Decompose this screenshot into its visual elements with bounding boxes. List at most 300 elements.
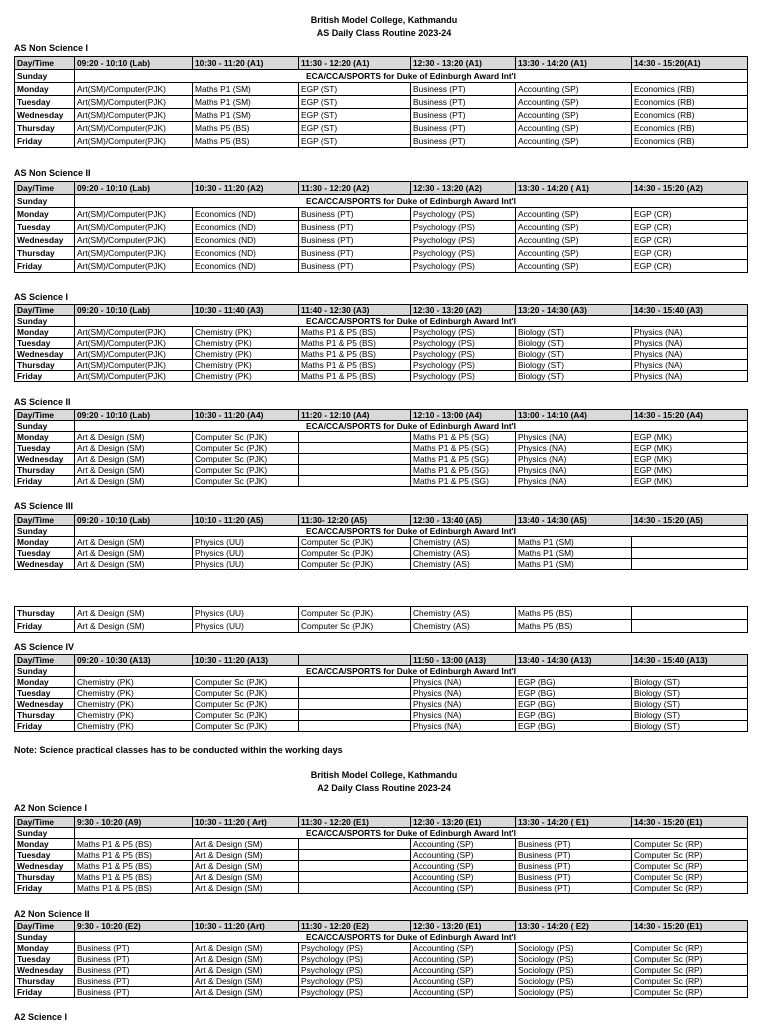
class-cell: Computer Sc (PJK) (193, 699, 299, 710)
class-cell: Biology (ST) (632, 721, 748, 732)
table-row (15, 260, 748, 273)
class-cell: Chemistry (PK) (75, 710, 193, 721)
day-cell: Monday (15, 432, 75, 443)
time-slot-header: 10:30 - 11:20 (A2) (193, 182, 299, 195)
day-cell: Tuesday (15, 548, 75, 559)
class-cell: Accounting (SP) (516, 122, 632, 135)
time-slot-header: 13:30 - 14:20 ( E2) (516, 921, 632, 932)
header-row (15, 57, 748, 70)
class-cell: Psychology (PS) (411, 338, 516, 349)
day-cell: Monday (15, 208, 75, 221)
table-row (15, 208, 748, 221)
day-cell: Monday (15, 677, 75, 688)
class-cell: Accounting (SP) (516, 135, 632, 148)
table-row (15, 537, 748, 548)
class-cell: EGP (BG) (516, 721, 632, 732)
time-slot-header: 10:30 - 11:20 (A4) (193, 410, 299, 421)
class-cell: Chemistry (PK) (193, 371, 299, 382)
class-cell: Maths P1 & P5 (SG) (411, 432, 516, 443)
day-cell: Sunday (15, 828, 75, 839)
time-slot-header: 12:30 - 13:40 (A5) (411, 515, 516, 526)
class-cell (299, 476, 411, 487)
class-cell: Biology (ST) (632, 699, 748, 710)
class-cell: Art & Design (SM) (193, 883, 299, 894)
class-cell: Chemistry (PK) (193, 338, 299, 349)
class-cell (299, 850, 411, 861)
class-cell: Computer Sc (RP) (632, 883, 748, 894)
class-cell: Accounting (SP) (516, 221, 632, 234)
table-row (15, 987, 748, 998)
class-cell: Economics (ND) (193, 208, 299, 221)
class-cell: Art(SM)/Computer(PJK) (75, 96, 193, 109)
class-cell: Accounting (SP) (516, 208, 632, 221)
table-row (15, 861, 748, 872)
class-cell: Accounting (SP) (516, 234, 632, 247)
class-cell: Business (PT) (75, 943, 193, 954)
class-cell: Art & Design (SM) (75, 537, 193, 548)
class-cell: Accounting (SP) (411, 839, 516, 850)
table-row (15, 932, 748, 943)
class-cell: Physics (NA) (632, 327, 748, 338)
class-cell: Art(SM)/Computer(PJK) (75, 208, 193, 221)
table-row (15, 872, 748, 883)
day-cell: Wednesday (15, 965, 75, 976)
class-cell: Business (PT) (299, 208, 411, 221)
class-cell: Psychology (PS) (411, 260, 516, 273)
routine-table-continued (14, 606, 748, 633)
class-cell: Art(SM)/Computer(PJK) (75, 135, 193, 148)
class-cell: Business (PT) (516, 872, 632, 883)
class-cell: Art & Design (SM) (193, 861, 299, 872)
class-cell: Biology (ST) (632, 677, 748, 688)
day-cell: Thursday (15, 465, 75, 476)
day-cell: Monday (15, 943, 75, 954)
class-cell: Physics (NA) (516, 432, 632, 443)
day-cell: Thursday (15, 247, 75, 260)
time-slot-header: 9:30 - 10:20 (E2) (75, 921, 193, 932)
time-slot-header: 14:30 - 15:20(A1) (632, 57, 748, 70)
class-cell: EGP (ST) (299, 83, 411, 96)
class-cell: Maths P1 & P5 (SG) (411, 454, 516, 465)
time-slot-header: 9:30 - 10:20 (A9) (75, 817, 193, 828)
time-slot-header: 09:20 - 10:10 (Lab) (75, 305, 193, 316)
routine-title: A2 Daily Class Routine 2023-24 (317, 783, 451, 793)
class-cell: Computer Sc (PJK) (193, 443, 299, 454)
day-cell: Friday (15, 260, 75, 273)
class-cell: Maths P1 & P5 (BS) (75, 861, 193, 872)
class-cell: Computer Sc (PJK) (299, 620, 411, 633)
class-cell: Chemistry (AS) (411, 559, 516, 570)
day-cell: Sunday (15, 666, 75, 677)
class-cell: Maths P1 & P5 (BS) (75, 883, 193, 894)
table-row (15, 688, 748, 699)
class-cell: Accounting (SP) (411, 861, 516, 872)
table-row (15, 454, 748, 465)
class-cell: Chemistry (PK) (193, 349, 299, 360)
table-row (15, 443, 748, 454)
class-cell: Economics (ND) (193, 260, 299, 273)
class-cell: Economics (RB) (632, 83, 748, 96)
class-cell: Sociology (PS) (516, 943, 632, 954)
day-cell: Wednesday (15, 349, 75, 360)
class-cell: Physics (NA) (632, 371, 748, 382)
time-slot-header: 13:30 - 14:20 ( A1) (516, 182, 632, 195)
class-cell: Physics (NA) (411, 699, 516, 710)
class-cell: Physics (NA) (632, 360, 748, 371)
class-cell: Business (PT) (75, 965, 193, 976)
header-row (15, 410, 748, 421)
class-cell (299, 883, 411, 894)
class-cell: Art & Design (SM) (75, 559, 193, 570)
class-cell: Business (PT) (516, 850, 632, 861)
class-cell: Economics (ND) (193, 234, 299, 247)
table-row (15, 721, 748, 732)
time-slot-header: 11:30 - 12:20 (A1) (299, 57, 411, 70)
class-cell: Art(SM)/Computer(PJK) (75, 349, 193, 360)
class-cell: EGP (CR) (632, 260, 748, 273)
class-cell: Computer Sc (PJK) (193, 710, 299, 721)
class-cell: Business (PT) (299, 221, 411, 234)
table-row (15, 976, 748, 987)
class-cell: Physics (UU) (193, 607, 299, 620)
time-slot-header: 11:20 - 12:10 (A4) (299, 410, 411, 421)
class-cell (299, 465, 411, 476)
class-cell: Psychology (PS) (411, 221, 516, 234)
class-cell: Chemistry (PK) (75, 699, 193, 710)
class-cell: Art & Design (SM) (193, 850, 299, 861)
class-cell: Physics (UU) (193, 548, 299, 559)
class-cell: Psychology (PS) (411, 247, 516, 260)
class-cell: Psychology (PS) (411, 327, 516, 338)
class-cell: Physics (UU) (193, 620, 299, 633)
class-cell: EGP (BG) (516, 710, 632, 721)
day-cell: Thursday (15, 872, 75, 883)
class-cell: EGP (ST) (299, 122, 411, 135)
class-cell: Physics (NA) (516, 443, 632, 454)
class-cell: Accounting (SP) (516, 247, 632, 260)
class-cell (299, 710, 411, 721)
class-cell: Computer Sc (PJK) (193, 432, 299, 443)
routine-title: AS Daily Class Routine 2023-24 (316, 28, 452, 38)
document-title (0, 769, 768, 795)
table-row (15, 421, 748, 432)
class-cell: Maths P1 (SM) (193, 96, 299, 109)
class-cell: Art(SM)/Computer(PJK) (75, 327, 193, 338)
time-slot-header: 11:30 - 12:20 (E1) (299, 817, 411, 828)
time-slot-header: 10:30 - 11:20 (Art) (193, 921, 299, 932)
day-cell: Friday (15, 620, 75, 633)
class-cell: Art(SM)/Computer(PJK) (75, 234, 193, 247)
table-row (15, 360, 748, 371)
table-row (15, 338, 748, 349)
day-cell: Thursday (15, 360, 75, 371)
table-row (15, 221, 748, 234)
day-cell: Sunday (15, 526, 75, 537)
class-cell: Physics (NA) (516, 465, 632, 476)
day-cell: Tuesday (15, 338, 75, 349)
table-row (15, 526, 748, 537)
class-cell: Accounting (SP) (516, 96, 632, 109)
class-cell: Accounting (SP) (516, 260, 632, 273)
time-slot-header: 09:20 - 10:10 (Lab) (75, 182, 193, 195)
class-cell: Accounting (SP) (411, 943, 516, 954)
class-cell: EGP (BG) (516, 699, 632, 710)
class-cell: Business (PT) (75, 987, 193, 998)
routine-table (14, 181, 748, 273)
time-slot-header: 13:20 - 14:30 (A3) (516, 305, 632, 316)
class-cell: Biology (ST) (516, 371, 632, 382)
section-title: AS Science III (14, 501, 74, 511)
class-cell (299, 443, 411, 454)
class-cell: Chemistry (AS) (411, 537, 516, 548)
college-name: British Model College, Kathmandu (310, 770, 458, 780)
class-cell: Maths P5 (BS) (516, 620, 632, 633)
table-row (15, 883, 748, 894)
time-slot-header: 10:30 - 11:20 ( Art) (193, 817, 299, 828)
time-slot-header: 14:30 - 15:40 (A13) (632, 655, 748, 666)
routine-table (14, 514, 748, 570)
table-row (15, 620, 748, 633)
table-row (15, 327, 748, 338)
class-cell: Computer Sc (PJK) (299, 548, 411, 559)
class-cell: Chemistry (PK) (193, 327, 299, 338)
table-row (15, 465, 748, 476)
time-slot-header: 14:30 - 15:20 (A2) (632, 182, 748, 195)
class-cell: Psychology (PS) (299, 943, 411, 954)
table-row (15, 839, 748, 850)
class-cell: Accounting (SP) (411, 987, 516, 998)
day-cell: Sunday (15, 421, 75, 432)
class-cell (299, 872, 411, 883)
time-slot-header: 12:30 - 13:20 (A2) (411, 305, 516, 316)
table-row (15, 666, 748, 677)
section-title: A2 Non Science I (14, 803, 88, 813)
day-cell: Tuesday (15, 96, 75, 109)
day-cell: Sunday (15, 70, 75, 83)
day-cell: Friday (15, 721, 75, 732)
class-cell: Physics (NA) (411, 721, 516, 732)
class-cell: Business (PT) (411, 96, 516, 109)
class-cell: Accounting (SP) (411, 965, 516, 976)
class-cell: Biology (ST) (632, 688, 748, 699)
day-cell: Tuesday (15, 221, 75, 234)
class-cell: EGP (CR) (632, 208, 748, 221)
class-cell (632, 607, 748, 620)
table-row (15, 710, 748, 721)
class-cell: Art & Design (SM) (193, 965, 299, 976)
class-cell: Computer Sc (RP) (632, 965, 748, 976)
table-row (15, 432, 748, 443)
class-cell: Art & Design (SM) (75, 465, 193, 476)
time-slot-header: 13:30 - 14:20 (A1) (516, 57, 632, 70)
eca-cell: ECA/CCA/SPORTS for Duke of Edinburgh Award Int'l (75, 195, 748, 208)
class-cell (299, 861, 411, 872)
time-slot-header: 14:30 - 15:20 (E1) (632, 817, 748, 828)
class-cell (632, 548, 748, 559)
day-cell: Monday (15, 537, 75, 548)
header-row (15, 305, 748, 316)
class-cell: Computer Sc (PJK) (193, 476, 299, 487)
class-cell (299, 432, 411, 443)
class-cell: Accounting (SP) (411, 850, 516, 861)
day-cell: Wednesday (15, 109, 75, 122)
table-row (15, 607, 748, 620)
class-cell: Psychology (PS) (411, 371, 516, 382)
class-cell: Maths P1 & P5 (BS) (75, 872, 193, 883)
class-cell: Biology (ST) (516, 327, 632, 338)
header-row (15, 515, 748, 526)
table-row (15, 850, 748, 861)
class-cell: Art(SM)/Computer(PJK) (75, 109, 193, 122)
time-slot-header: 14:30 - 15:40 (A3) (632, 305, 748, 316)
time-slot-header: 14:30 - 15:20 (A4) (632, 410, 748, 421)
day-time-header: Day/Time (15, 305, 75, 316)
class-cell: Art(SM)/Computer(PJK) (75, 371, 193, 382)
class-cell: Psychology (PS) (411, 349, 516, 360)
header-row (15, 817, 748, 828)
section-title: AS Non Science II (14, 168, 91, 178)
class-cell: Business (PT) (411, 135, 516, 148)
class-cell: Physics (NA) (516, 476, 632, 487)
class-cell (299, 688, 411, 699)
table-row (15, 70, 748, 83)
class-cell: Art(SM)/Computer(PJK) (75, 260, 193, 273)
class-cell: Computer Sc (PJK) (193, 454, 299, 465)
class-cell: Psychology (PS) (411, 208, 516, 221)
eca-cell: ECA/CCA/SPORTS for Duke of Edinburgh Award Int'l (75, 421, 748, 432)
class-cell: Art & Design (SM) (75, 620, 193, 633)
table-row (15, 247, 748, 260)
class-cell: Physics (NA) (516, 454, 632, 465)
class-cell: Maths P1 & P5 (SG) (411, 465, 516, 476)
header-row (15, 921, 748, 932)
class-cell: Computer Sc (RP) (632, 872, 748, 883)
class-cell: Business (PT) (75, 954, 193, 965)
day-time-header: Day/Time (15, 182, 75, 195)
table-row (15, 943, 748, 954)
table-row (15, 195, 748, 208)
routine-table (14, 816, 748, 894)
day-cell: Monday (15, 83, 75, 96)
class-cell: EGP (MK) (632, 454, 748, 465)
class-cell: Chemistry (PK) (75, 677, 193, 688)
time-slot-header: 11:30 - 12:20 (E2) (299, 921, 411, 932)
table-row (15, 316, 748, 327)
class-cell: Chemistry (PK) (75, 688, 193, 699)
eca-cell: ECA/CCA/SPORTS for Duke of Edinburgh Award Int'l (75, 828, 748, 839)
day-cell: Thursday (15, 607, 75, 620)
class-cell: Business (PT) (75, 976, 193, 987)
class-cell: Art & Design (SM) (75, 607, 193, 620)
class-cell: Art & Design (SM) (75, 443, 193, 454)
section-title: AS Science II (14, 397, 71, 407)
class-cell: Economics (RB) (632, 122, 748, 135)
day-cell: Wednesday (15, 559, 75, 570)
class-cell: Chemistry (PK) (193, 360, 299, 371)
class-cell: Maths P1 & P5 (BS) (299, 360, 411, 371)
table-row (15, 234, 748, 247)
class-cell: Physics (NA) (411, 677, 516, 688)
day-time-header: Day/Time (15, 655, 75, 666)
time-slot-header: 12:30 - 13:20 (A1) (411, 57, 516, 70)
class-cell: Computer Sc (RP) (632, 954, 748, 965)
class-cell: Sociology (PS) (516, 976, 632, 987)
table-row (15, 371, 748, 382)
class-cell: EGP (MK) (632, 432, 748, 443)
class-cell: Chemistry (AS) (411, 548, 516, 559)
class-cell: Biology (ST) (516, 360, 632, 371)
table-row (15, 965, 748, 976)
class-cell: EGP (ST) (299, 96, 411, 109)
class-cell: Business (PT) (299, 260, 411, 273)
class-cell: EGP (MK) (632, 465, 748, 476)
table-row (15, 135, 748, 148)
day-cell: Sunday (15, 932, 75, 943)
class-cell: Business (PT) (411, 109, 516, 122)
table-row (15, 699, 748, 710)
time-slot-header: 13:40 - 14:30 (A5) (516, 515, 632, 526)
day-cell: Friday (15, 135, 75, 148)
class-cell (299, 677, 411, 688)
note-text: Note: Science practical classes has to be conducted within the working days (14, 745, 343, 755)
class-cell: Psychology (PS) (299, 954, 411, 965)
college-name: British Model College, Kathmandu (310, 15, 458, 25)
section-title: A2 Non Science II (14, 909, 90, 919)
class-cell: Physics (NA) (411, 688, 516, 699)
class-cell: Computer Sc (RP) (632, 861, 748, 872)
day-time-header: Day/Time (15, 410, 75, 421)
time-slot-header: 12:30 - 13:20 (A2) (411, 182, 516, 195)
class-cell: Maths P5 (BS) (516, 607, 632, 620)
day-cell: Tuesday (15, 443, 75, 454)
class-cell: Business (PT) (516, 861, 632, 872)
time-slot-header: 14:30 - 15:20 (E1) (632, 921, 748, 932)
class-cell: Art(SM)/Computer(PJK) (75, 122, 193, 135)
class-cell: Sociology (PS) (516, 954, 632, 965)
class-cell: Psychology (PS) (411, 234, 516, 247)
routine-table (14, 304, 748, 382)
document-title (0, 14, 768, 40)
day-cell: Friday (15, 476, 75, 487)
day-cell: Friday (15, 371, 75, 382)
time-slot-header: 09:20 - 10:10 (Lab) (75, 57, 193, 70)
section-title: AS Non Science I (14, 43, 89, 53)
class-cell: Accounting (SP) (411, 976, 516, 987)
routine-table (14, 920, 748, 998)
class-cell (632, 537, 748, 548)
class-cell: Art & Design (SM) (193, 954, 299, 965)
time-slot-header: 11:50 - 13:00 (A13) (411, 655, 516, 666)
time-slot-header: 09:20 - 10:10 (Lab) (75, 515, 193, 526)
class-cell: Art & Design (SM) (193, 987, 299, 998)
class-cell: Art(SM)/Computer(PJK) (75, 83, 193, 96)
class-cell (299, 721, 411, 732)
class-cell: Economics (RB) (632, 109, 748, 122)
class-cell: EGP (CR) (632, 247, 748, 260)
class-cell: Sociology (PS) (516, 987, 632, 998)
eca-cell: ECA/CCA/SPORTS for Duke of Edinburgh Award Int'l (75, 666, 748, 677)
class-cell: Computer Sc (PJK) (299, 607, 411, 620)
class-cell: EGP (ST) (299, 109, 411, 122)
class-cell: Business (PT) (516, 839, 632, 850)
class-cell: Accounting (SP) (411, 954, 516, 965)
day-cell: Wednesday (15, 234, 75, 247)
section-title: A2 Science I (14, 1012, 68, 1022)
eca-cell: ECA/CCA/SPORTS for Duke of Edinburgh Award Int'l (75, 932, 748, 943)
eca-cell: ECA/CCA/SPORTS for Duke of Edinburgh Award Int'l (75, 526, 748, 537)
class-cell: Physics (UU) (193, 559, 299, 570)
class-cell: Art(SM)/Computer(PJK) (75, 360, 193, 371)
